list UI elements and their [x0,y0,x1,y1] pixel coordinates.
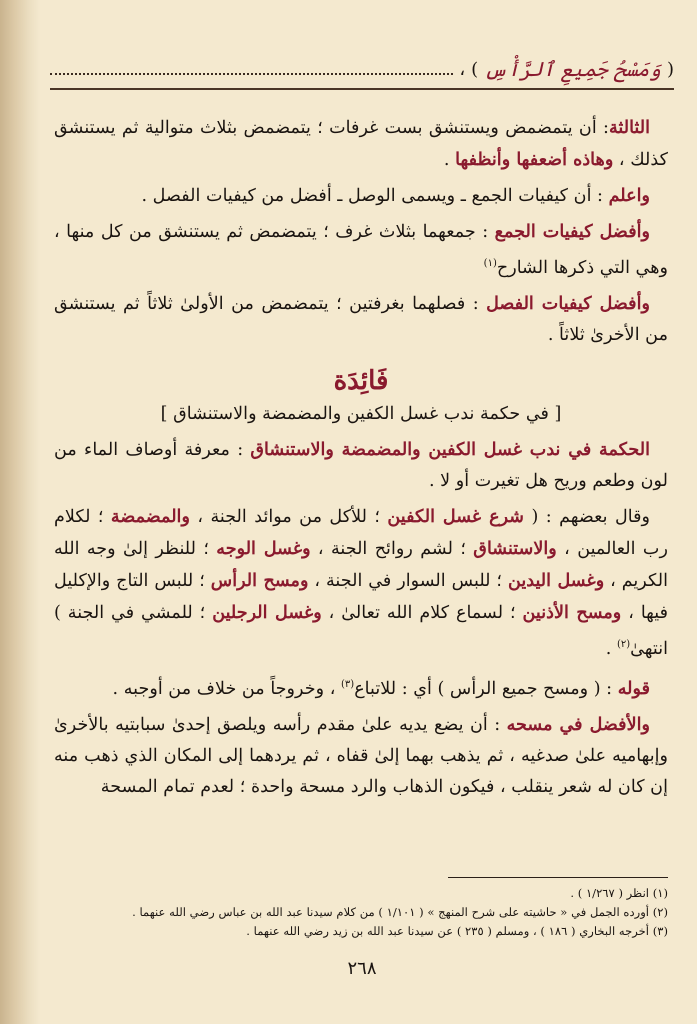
paragraph-text: ؛ للمشي في الجنة ) انتهىٰ [54,602,668,659]
book-page [42,0,682,1024]
header-title: وَمَسْحُ جَمِيعِ ٱلرَّأْسِ [484,57,661,81]
footnotes [54,884,668,941]
footnote-ref: (٢) [616,638,631,650]
paragraph-text: : معرفة أوصاف الماء من لون وطعم وريح هل تغيرت أو لا . [54,439,668,491]
header-open-paren: ( [666,58,674,80]
main-text [54,112,668,807]
paragraph-text: ؛ لكلام رب العالمين ، [54,506,668,559]
keyword: وأفضل كيفيات الفصل [486,292,650,314]
running-header [50,56,674,82]
keyword: والمضمضة [110,505,190,527]
paragraph-text: : أن يضع يديه علىٰ مقدم رأسه ويلصق إحدىٰ سبابتيه بالأخرىٰ وإبهاميه علىٰ صدغيه ، ثم يذهب بهما إلىٰ قفاه ، ثم يردهما إلى المكان الذي ذهب منه إن كان له شعر ينقلب ، فيكون الذهاب والرد مسحة واحدة ؛ لعدم تمام المسحة [54,714,668,797]
keyword: ومسح الأذنين [522,601,622,623]
paragraph-text: : أن كيفيات الجمع ـ ويسمى الوصل ـ أفضل من كيفيات الفصل . [141,186,609,206]
paragraph-text: . [443,150,456,170]
paragraph-text: ؛ لسماع كلام الله تعالىٰ ، [321,602,523,623]
keyword: وغسل اليدين [507,569,605,591]
footnote-ref: (١) [483,258,497,269]
header-comma: ، [459,58,466,80]
paragraph-text: : ( ومسح جميع الرأس ) أي : للاتباع [354,678,618,699]
paragraph-text: ؛ للبس السوار في الجنة ، [308,570,508,591]
paragraph-best-joining [54,216,668,284]
paragraph-text: ؛ للأكل من موائد الجنة ، [189,506,388,527]
paragraph-best-separating [54,288,668,351]
paragraph-some-said [54,501,668,665]
page-gutter-shadow [0,0,40,1024]
paragraph-text: ؛ للبس التاج والإكليل فيها ، [54,570,669,623]
section-heading-faida: فَائِدَة [333,365,389,396]
header-close-paren: ) [471,58,479,80]
footnote: (١) انظر ( ١/٢٦٧ ) . [570,886,668,900]
header-rule [50,88,674,90]
paragraph-third-method [54,112,668,176]
keyword: الحكمة في ندب غسل الكفين والمضمضة والاستنشاق [250,438,650,460]
footnote-ref: (٣) [341,678,355,690]
keyword: قوله [617,677,650,699]
keyword: شرع غسل الكفين [387,505,525,527]
paragraph-text: . [605,638,617,659]
paragraph-his-saying [54,669,668,705]
page-number: ٢٦٨ [347,958,377,979]
section-subheading: [ في حكمة ندب غسل الكفين والمضمضة والاستنشاق ] [160,403,562,424]
keyword: الثالثة [608,117,650,138]
keyword: والأفضل في مسحه [506,713,650,735]
paragraph-best-wiping [54,709,668,803]
footnote: (٣) أخرجه البخاري ( ١٨٦ ) ، ومسلم ( ٢٣٥ ) عن سيدنا عبد الله بن زيد رضي الله عنهما . [246,924,668,938]
paragraph-text: : جمعهما بثلاث غرف ؛ يتمضمض ثم يستنشق من كل منها ، وهي التي ذكرها الشارح [54,222,668,278]
keyword: واعلم [608,185,650,206]
keyword: وأفضل كيفيات الجمع [494,221,650,242]
paragraph-know [54,180,668,212]
keyword: وغسل الوجه [216,537,311,559]
keyword: وغسل الرجلين [212,601,322,623]
paragraph-text: وقال بعضهم : ( [524,506,650,527]
keyword: ومسح الرأس [210,569,309,591]
keyword: وهاذه أضعفها وأنظفها [455,149,614,170]
paragraph-text: ؛ لشم روائح الجنة ، [310,538,474,559]
footnote: (٢) أورده الجمل في « حاشيته على شرح المنهج » ( ١/١٠١ ) من كلام سيدنا عبد الله بن عباس رضي الله عنهما . [132,905,668,919]
paragraph-text: ، وخروجاً من خلاف من أوجبه . [112,678,341,699]
keyword: والاستنشاق [473,537,557,559]
paragraph-text: : فصلهما بغرفتين ؛ يتمضمض من الأولىٰ ثلاثاً ثم يستنشق من الأخرىٰ ثلاثاً . [54,293,668,345]
footnote-separator [448,877,668,878]
paragraph-text: ؛ للنظر إلىٰ وجه الله الكريم ، [54,538,668,591]
paragraph-text: : أن يتمضمض ويستنشق بست غرفات ؛ يتمضمض بثلاث متوالية ثم يستنشق كذلك ، [54,118,668,170]
paragraph-wisdom [54,434,668,497]
header-dotted-leader [50,73,453,75]
